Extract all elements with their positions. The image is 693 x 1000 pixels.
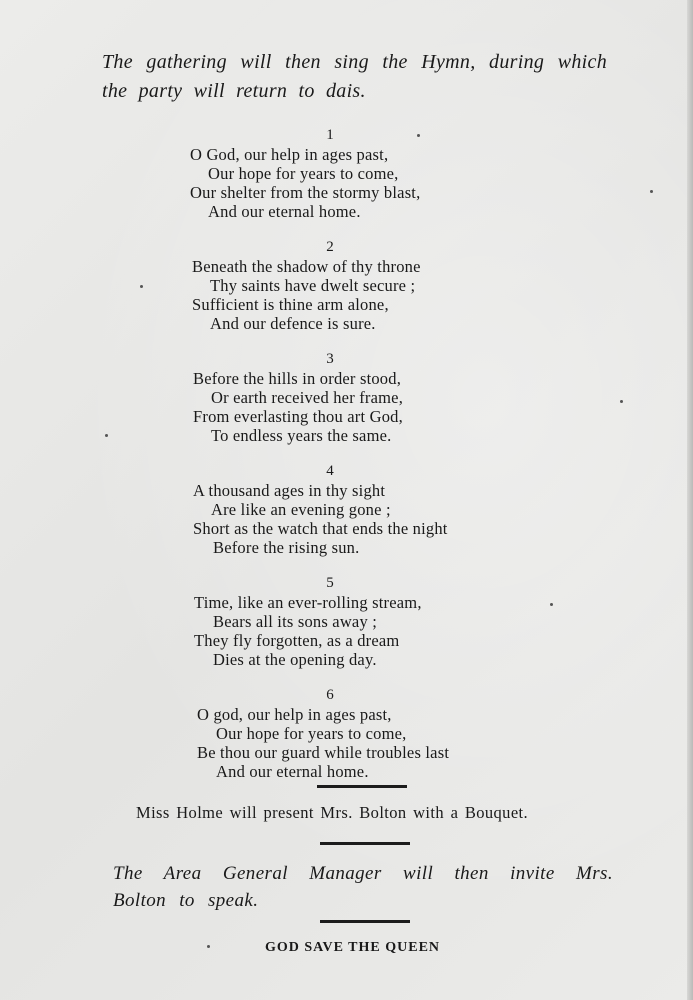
paper-speck [140,285,143,288]
verse-line: Dies at the opening day. [213,650,377,669]
verse-line: Time, like an ever-rolling stream, [194,593,422,612]
presentation-text: Miss Holme will present Mrs. Bolton with a Bouquet. [136,803,529,822]
verse [150,461,550,557]
verse-line: To endless years the same. [211,426,392,445]
paper-speck [417,134,420,137]
verse-line: O god, our help in ages past, [197,705,392,724]
verse [150,349,550,445]
verse-number: 1 [326,127,334,143]
divider-rule [320,842,410,845]
verse-line: A thousand ages in thy sight [193,481,386,500]
verse-line: Or earth received her frame, [211,388,404,407]
verse-line: O God, our help in ages past, [190,145,389,164]
verse-line: And our eternal home. [208,202,361,221]
verse-number: 4 [326,463,334,479]
paper-speck [207,945,210,948]
verse-line: Be thou our guard while troubles last [197,743,450,762]
verse-line: And our defence is sure. [210,314,376,333]
verse-line: Before the rising sun. [213,538,360,557]
verse-line: Sufficient is thine arm alone, [192,295,389,314]
verse [150,573,550,669]
divider-rule [320,920,410,923]
paper-speck [620,400,623,403]
verse-line: And our eternal home. [216,762,369,781]
hymn [150,125,550,781]
verse-number: 6 [326,687,334,703]
verse-line: Before the hills in order stood, [193,369,402,388]
verse-number: 2 [326,239,334,255]
verse-line: They fly forgotten, as a dream [194,631,400,650]
paper-speck [105,434,108,437]
verse-line: Our hope for years to come, [216,724,407,743]
verse-line: Our hope for years to come, [208,164,399,183]
verse-line: Bears all its sons away ; [213,612,378,631]
verse-line: Short as the watch that ends the night [193,519,448,538]
paper-edge [687,0,693,1000]
verse-number: 3 [326,351,334,367]
paper-speck [550,603,553,606]
intro-text: The gathering will then sing the Hymn, during which the party will return to dais. [102,51,607,102]
verse-line: From everlasting thou art God, [193,407,403,426]
verse-number: 5 [326,575,334,591]
closing-anthem: GOD SAVE THE QUEEN [265,940,441,955]
verse-line: Thy saints have dwelt secure ; [210,276,416,295]
verse-line: Beneath the shadow of thy throne [192,257,421,276]
verse [150,237,550,333]
invitation-text: The Area General Manager will then invite Mrs. Bolton to speak. [113,863,613,911]
divider-rule [317,785,407,788]
verse [150,125,550,221]
paper-speck [650,190,653,193]
verse [150,685,550,781]
verse-line: Our shelter from the stormy blast, [190,183,421,202]
verse-line: Are like an evening gone ; [211,500,391,519]
